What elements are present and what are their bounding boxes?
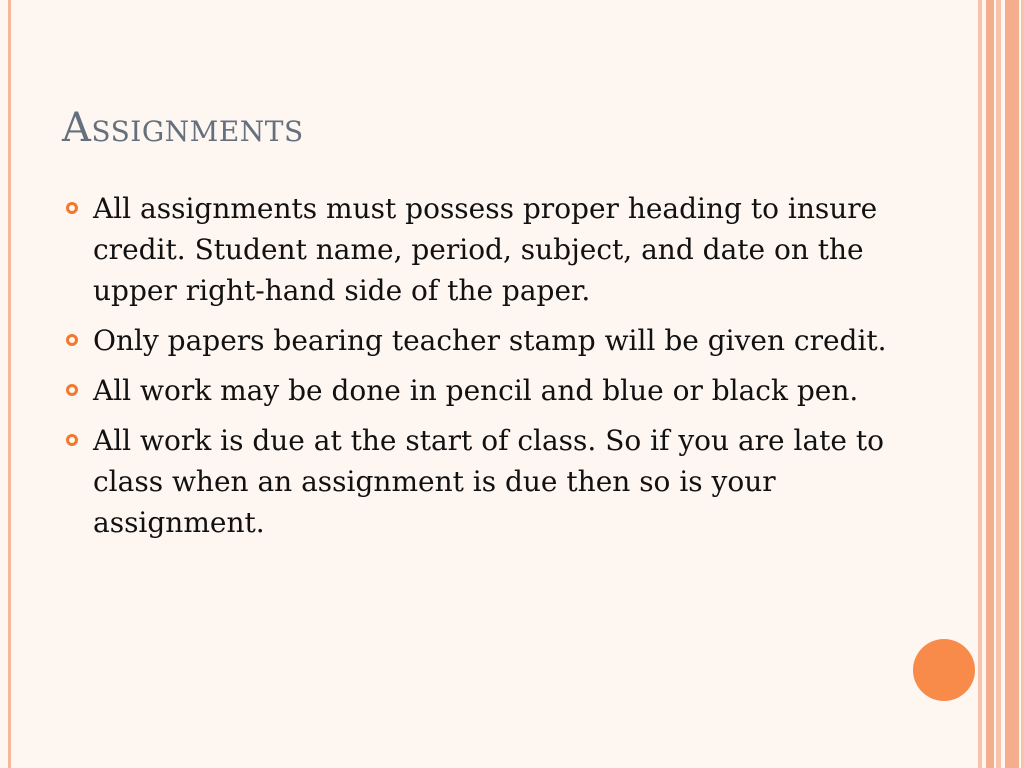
- bullet-circle-icon: [66, 334, 78, 346]
- bullet-circle-icon: [66, 434, 78, 446]
- right-decorative-stripe: [1005, 0, 1019, 768]
- bullet-text: All assignments must possess proper heading to insure credit. Student name, period, subject, and date on the upper right-hand side of the paper.: [93, 192, 878, 307]
- bullet-item: [66, 420, 896, 543]
- bullet-circle-icon: [66, 202, 78, 214]
- bullet-text: All work is due at the start of class. So if you are late to class when an assignment is due then so is your assignment.: [93, 424, 884, 539]
- bullet-text: All work may be done in pencil and blue or black pen.: [93, 374, 859, 407]
- right-decorative-stripe: [986, 0, 994, 768]
- bullet-item: [66, 188, 896, 311]
- right-decorative-stripe: [978, 0, 982, 768]
- bullet-item: [66, 320, 896, 361]
- slide-title: Assignments: [62, 105, 304, 151]
- left-border-line: [8, 0, 11, 768]
- accent-circle-icon: [913, 639, 975, 701]
- bullet-list: [66, 188, 896, 552]
- bullet-item: [66, 370, 896, 411]
- bullet-text: Only papers bearing teacher stamp will be given credit.: [93, 324, 887, 357]
- right-decorative-stripe: [996, 0, 1001, 768]
- bullet-circle-icon: [66, 384, 78, 396]
